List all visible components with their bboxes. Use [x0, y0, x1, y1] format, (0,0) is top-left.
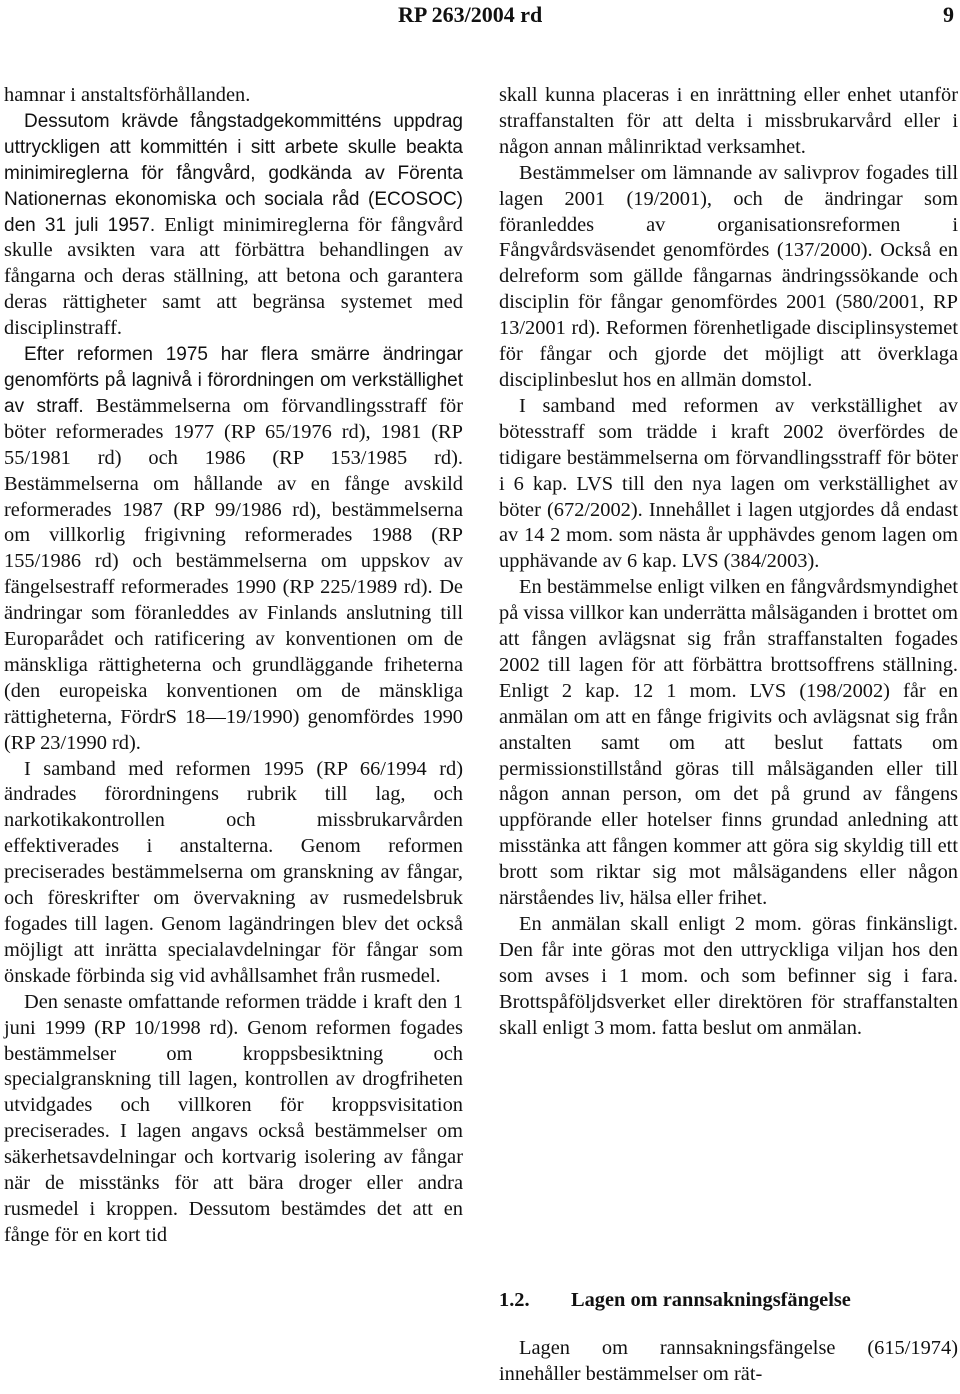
paragraph-sans-text: Dessutom krävde fångstadgekommitténs uppdrag uttryckligen att kommittén i sitt arbete skulle beakta minimireglerna för fångvård, godkända av Förenta Nationernas ekonomiska och sociala råd (ECOSOC) den 31 juli 1957.	[4, 110, 463, 236]
paragraph: Den senaste omfattande reformen trädde i kraft den 1 juni 1999 (RP 10/1998 rd). Genom reformen fogades bestämmelser om kroppsbesiktning och specialgranskning till lagen, kontrollen av drogfriheten utvidgades och villkoren för kroppsvisitation preciserades. I lagen angavs också bestämmelser om säkerhetsavdelningar och kortvarig isolering av fångar när de misstänks för att bära droger eller andra rusmedel i kroppen. Dessutom bestämdes det att en fånge för en kort tid	[4, 990, 463, 1246]
paragraph: I samband med reformen av verkställighet av bötesstraff som trädde i kraft 2002 överfördes de tidigare bestämmelserna om förvandlingsstraff för böter i 6 kap. LVS till den nya lagen om verkställighet av böter (672/2002). Innehållet i lagen utgjordes då endast av 14 2 mom. som nästa år upphävdes genom lagen om upphävande av 6 kap. LVS (384/2003).	[499, 394, 958, 573]
paragraph: En bestämmelse enligt vilken en fångvårdsmyndighet på vissa villkor kan underrätta målsäganden i brottet om att fången avlägsnat sig från straffanstalten fogades 2002 till lagen för att förbättra brottsoffrens ställning. Enligt 2 kap. 12 1 mom. LVS (198/2002) får en anmälan om att en fånge frigivits och avlägsnat sig från anstalten samt om att beslut fattats om permissionstillstånd göras till målsäganden eller till någon annan person, om det på grund av fångens uppförande eller hotelser finns grundad anledning att misstänka att fången kommer att göra sig skyldig till ett brott som riktar sig mot målsägandens eller någon närståendes liv, hälsa eller frihet.	[499, 576, 958, 910]
paragraph-text: Bestämmelserna om förvandlingsstraff för böter reformerades 1977 (RP 65/1976 rd), 1981 (RP 55/1981 rd) och 1986 (RP 153/1985 rd). Bestämmelserna om hållande av en fånge avskild reformerades 1987 (RP 99/1986 rd), bestämmelserna om villkorlig frigivning reformerades 1988 (RP 155/1986 rd) och bestämmelserna om uppskov av fängelsestraff reformerades 1990 (RP 225/1989 rd). De ändringar som föranleddes av Finlands anslutning till Europarådet och ratificering av konventionen om de mänskliga rättigheterna och grundläggande friheterna (den europeiska konventionen om de mänskliga rättigheterna, FördrS 18—19/1990) genomfördes 1990 (RP 23/1990 rd).	[4, 394, 463, 754]
paragraph: I samband med reformen 1995 (RP 66/1994 rd) ändrades förordningens rubrik till lag, och narkotikakontrollen och missbrukarvården effektiverades i anstalterna. Genom reformen preciserades bestämmelserna om granskning av fångar, och föreskrifter om övervakning av rusmedelsbruk fogades till lagen. Genom lagändringen blev det också möjligt att inrätta specialavdelningar för fångar som önskade förbinda sig vid avhållsamhet från rusmedel.	[4, 757, 463, 987]
paragraph: skall kunna placeras i en inrättning eller enhet utanför straffanstalten för att delta i missbrukarvård eller i någon annan målinriktad verksamhet.	[499, 84, 958, 158]
paragraph-text: Enligt minimireglerna för fångvård skulle avsikten vara att förbättra behandlingen av fångarna och deras ställning, att betona och garantera deras rättigheter samt att begränsa systemet med disciplinstraff.	[4, 213, 463, 340]
page-header	[0, 2, 960, 32]
paragraph: En anmälan skall enligt 2 mom. göras finkänsligt. Den får inte göras mot den uttryckliga viljan hos den som avses i 1 mom. och som befinner sig i fara. Brottspåföljdsverket eller direktören för straffanstalten skall enligt 3 mom. fatta beslut om anmälan.	[499, 913, 958, 1039]
section-title: Lagen om rannsakningsfängelse	[571, 1289, 851, 1311]
paragraph: Bestämmelser om lämnande av salivprov fogades till lagen 2001 (19/2001), och de ändringar som föranleddes av organisationsreformen i Fångvårdsväsendet genomfördes (137/2000). Också en delreform som gällde fångarnas ändringssökande och disciplin för fångar genomfördes 2001 (580/2001, RP 13/2001 rd). Reformen förenhetligade disciplinsystemet för fångar och gjorde det möjligt att överklaga disciplinbeslut hos en allmän domstol.	[499, 161, 958, 391]
paragraph	[4, 109, 463, 342]
paragraph: hamnar i anstaltsförhållanden.	[4, 84, 251, 106]
paragraph	[4, 342, 463, 757]
page-number: 9	[943, 2, 954, 27]
section-number: 1.2.	[499, 1289, 530, 1311]
paragraph-sans-text: Efter reformen 1975 har flera smärre ändringar genomförts på lagnivå i förordningen om verkställighet av straff.	[4, 344, 463, 417]
right-column	[499, 83, 958, 1042]
section-heading	[499, 1289, 958, 1312]
section-body	[499, 1336, 958, 1388]
document-reference: RP 263/2004 rd	[398, 2, 543, 27]
paragraph: Lagen om rannsakningsfängelse (615/1974) innehåller bestämmelser om rät-	[499, 1337, 958, 1385]
left-column	[4, 83, 463, 1249]
